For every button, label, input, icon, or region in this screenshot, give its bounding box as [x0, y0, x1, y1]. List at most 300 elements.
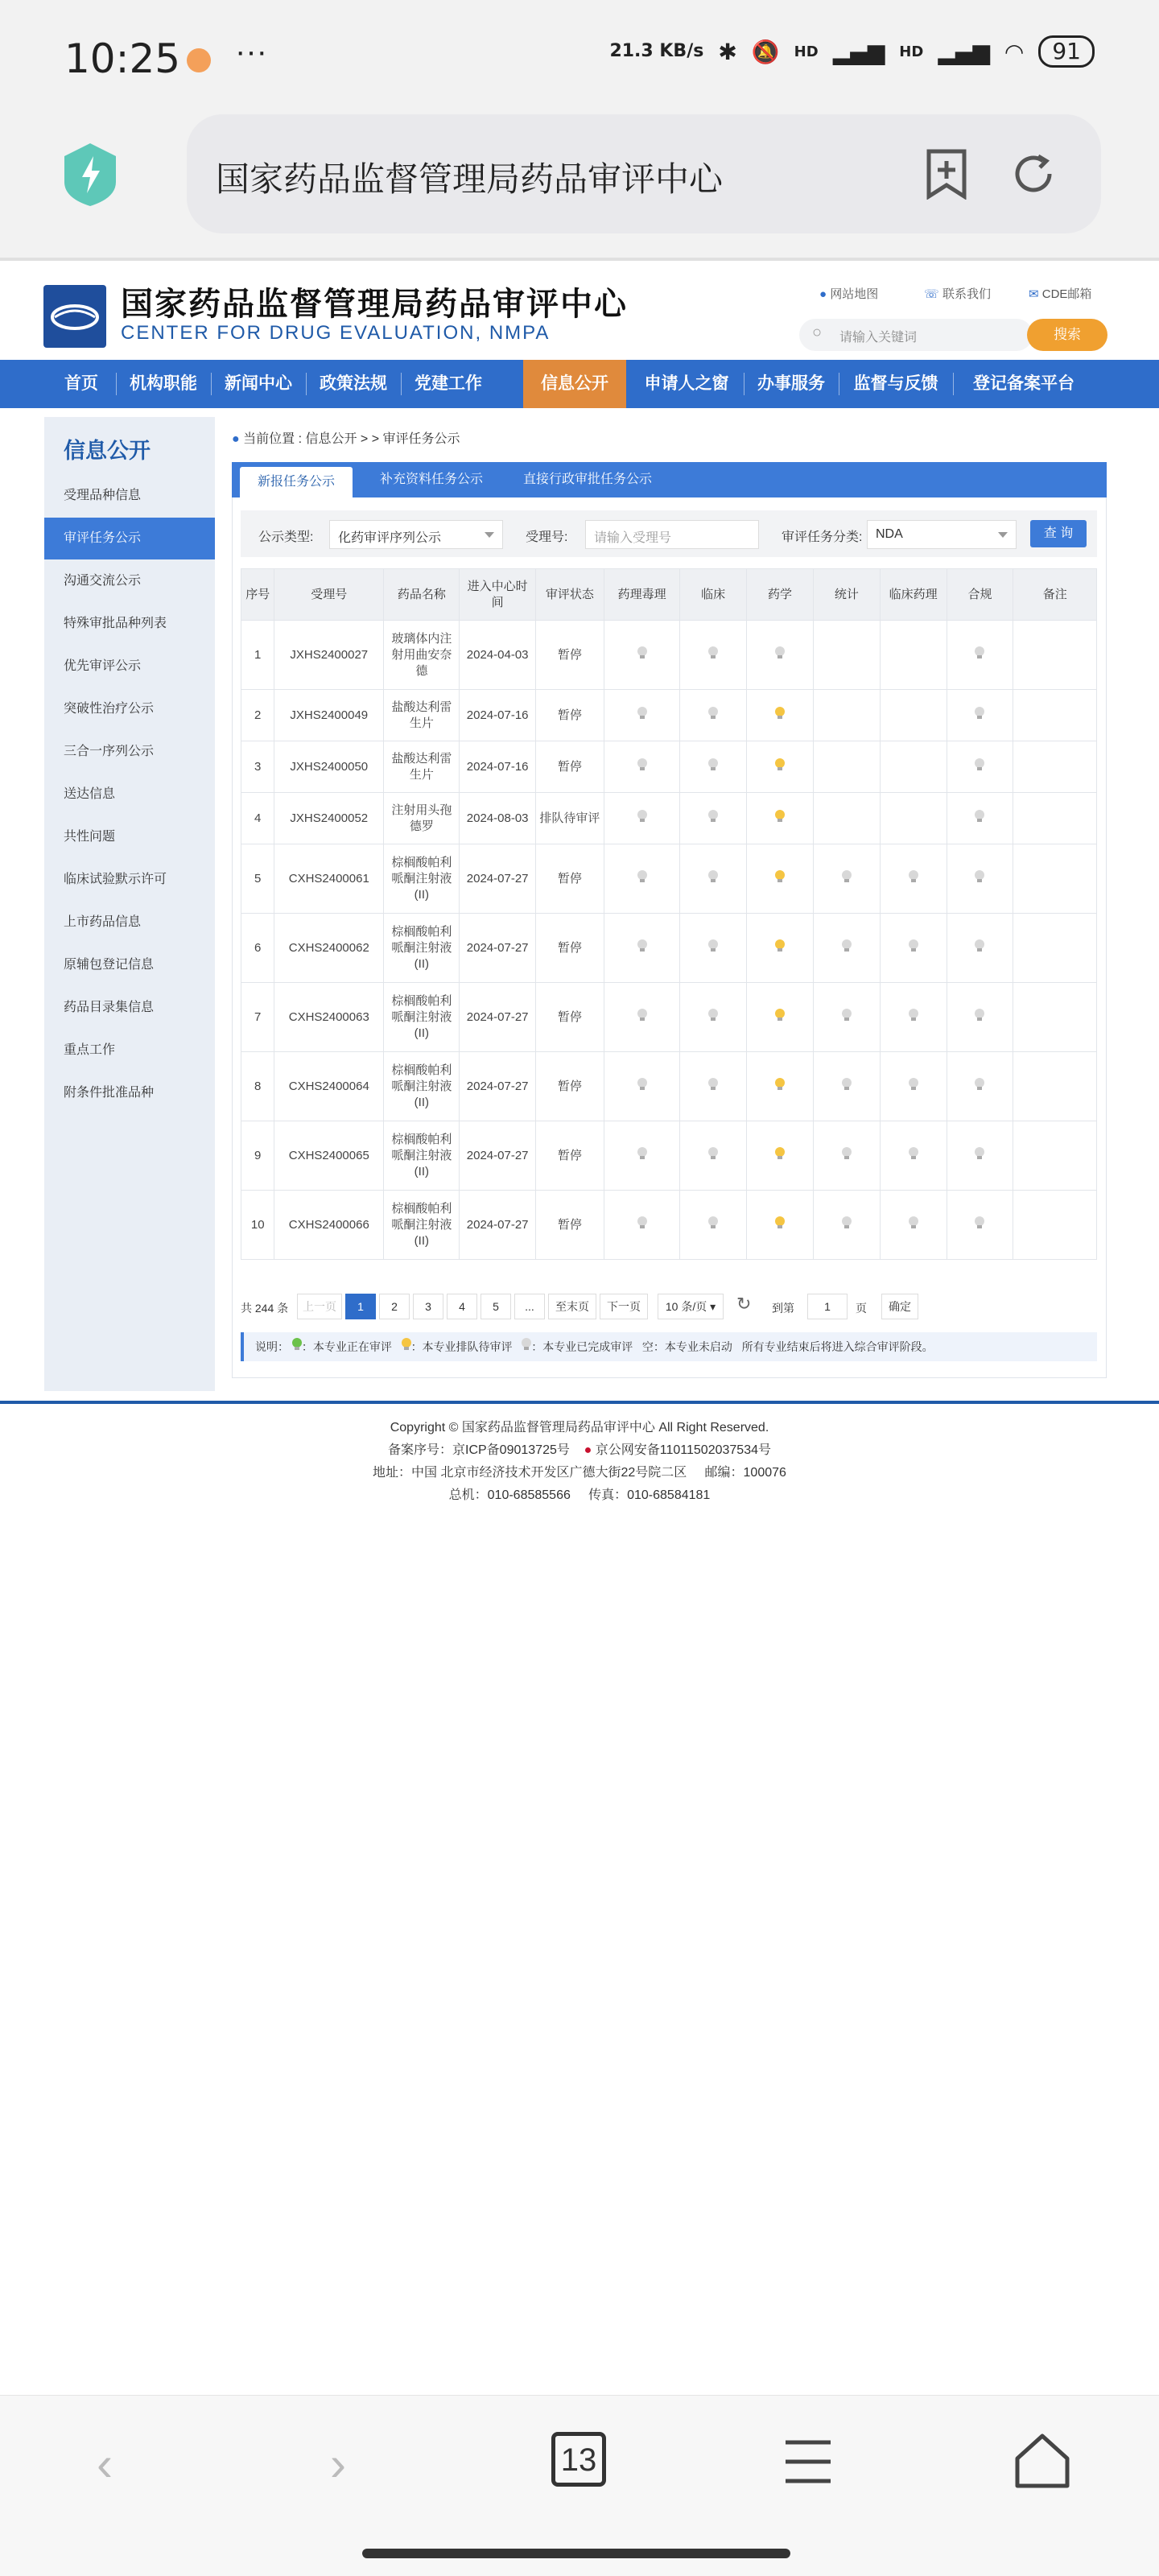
- remarks-cell: [1013, 844, 1097, 914]
- table-row: [241, 983, 1097, 1052]
- nav-info-public[interactable]: 信息公开: [523, 360, 626, 408]
- discipline-cell: [604, 741, 679, 793]
- bulb-gray-icon: [909, 870, 918, 883]
- table-row: [241, 793, 1097, 844]
- search-button[interactable]: 搜索: [1027, 319, 1107, 351]
- acceptance-number: JXHS2400052: [274, 793, 384, 844]
- review-status: 暂停: [535, 690, 604, 741]
- battery-indicator: 91: [1038, 35, 1095, 68]
- review-status: 暂停: [535, 621, 604, 690]
- breadcrumb-prefix: 当前位置 :: [243, 432, 306, 446]
- bulb-gray-icon: [637, 1009, 647, 1022]
- bulb-gray-icon: [842, 870, 852, 883]
- sitemap-link-label[interactable]: 网站地图: [830, 287, 879, 301]
- page-title-in-address-bar[interactable]: 国家药品监督管理局药品审评中心: [216, 160, 724, 198]
- review-status: 暂停: [535, 983, 604, 1052]
- legend-gray: ：本专业已完成审评: [531, 1340, 633, 1353]
- sidebar-item-key-work[interactable]: 重点工作: [64, 1043, 116, 1057]
- discipline-cell: [813, 983, 880, 1052]
- sidebar-item-delivery[interactable]: 送达信息: [64, 787, 116, 801]
- security-shield-icon[interactable]: [61, 142, 119, 208]
- breadcrumb-info-public[interactable]: 信息公开: [305, 432, 357, 446]
- review-status: 排队待审评: [535, 793, 604, 844]
- remarks-cell: [1013, 1052, 1097, 1121]
- legend-note: 所有专业结束后将进入综合审评阶段。: [741, 1340, 934, 1353]
- discipline-cell: [813, 914, 880, 983]
- police-badge-icon: ●: [584, 1443, 592, 1457]
- discipline-cell: [604, 621, 679, 690]
- footer-police[interactable]: 京公网安备11011502037534号: [595, 1443, 771, 1457]
- bulb-gray-icon: [708, 1216, 718, 1229]
- drug-name: 盐酸达利雷生片: [384, 741, 460, 793]
- drug-name: 棕榈酸帕利哌酮注射液(II): [384, 1121, 460, 1191]
- sidebar-item-marketed-drugs[interactable]: 上市药品信息: [64, 915, 142, 929]
- bulb-gray-icon: [775, 646, 785, 659]
- breadcrumb-separator: > >: [357, 432, 383, 446]
- column-header: 合规: [947, 569, 1013, 621]
- review-status: 暂停: [535, 1121, 604, 1191]
- discipline-cell: [604, 690, 679, 741]
- column-header: 统计: [813, 569, 880, 621]
- hd-label-1: HD: [794, 43, 819, 60]
- page-4-button[interactable]: 4: [447, 1294, 477, 1319]
- entry-date: 2024-04-03: [460, 621, 535, 690]
- discipline-cell: [947, 690, 1013, 741]
- status-indicators: [609, 35, 1095, 68]
- footer-address-line: [0, 1462, 1159, 1480]
- bulb-gray-icon: [909, 1216, 918, 1229]
- status-time: 10:25: [64, 35, 181, 82]
- bulb-yellow-icon: [775, 758, 785, 771]
- footer-phone: 总机：010-68585566: [448, 1488, 571, 1502]
- discipline-cell: [947, 793, 1013, 844]
- bulb-gray-icon: [522, 1338, 531, 1351]
- acceptance-input[interactable]: 请输入受理号: [585, 520, 759, 549]
- signal-icon-1: ▂▄▆: [832, 38, 885, 65]
- page-5-button[interactable]: 5: [481, 1294, 511, 1319]
- mail-icon: ✉: [1029, 287, 1039, 301]
- review-status: 暂停: [535, 1052, 604, 1121]
- discipline-cell: [947, 983, 1013, 1052]
- discipline-cell: [747, 793, 814, 844]
- mail-link-label[interactable]: CDE邮箱: [1041, 287, 1092, 301]
- signal-icon-2: ▂▄▆: [938, 38, 990, 65]
- column-header: 临床: [680, 569, 747, 621]
- discipline-cell: [747, 741, 814, 793]
- row-number: 5: [241, 844, 274, 914]
- tab-new-tasks[interactable]: 新报任务公示: [240, 467, 353, 497]
- acceptance-number: CXHS2400062: [274, 914, 384, 983]
- tab-supplement-tasks[interactable]: 补充资料任务公示: [380, 473, 484, 486]
- search-icon: ○: [812, 324, 823, 341]
- goto-confirm-button[interactable]: 确定: [881, 1294, 918, 1319]
- discipline-cell: [947, 621, 1013, 690]
- discipline-cell: [880, 914, 947, 983]
- bulb-gray-icon: [842, 1147, 852, 1160]
- bulb-gray-icon: [909, 1078, 918, 1091]
- column-header: 药品名称: [384, 569, 460, 621]
- discipline-cell: [813, 844, 880, 914]
- discipline-cell: [947, 1052, 1013, 1121]
- contact-link[interactable]: [924, 285, 991, 302]
- refresh-icon[interactable]: ↻: [736, 1294, 752, 1314]
- acceptance-number: JXHS2400050: [274, 741, 384, 793]
- footer-icp[interactable]: 备案序号：京ICP备09013725号: [388, 1443, 570, 1457]
- hd-label-2: HD: [899, 43, 924, 60]
- footer-postcode: 邮编：100076: [704, 1466, 786, 1480]
- bulb-gray-icon: [637, 707, 647, 720]
- discipline-cell: [747, 983, 814, 1052]
- last-page-button[interactable]: 至末页: [548, 1294, 596, 1319]
- discipline-cell: [680, 1052, 747, 1121]
- next-page-button[interactable]: 下一页: [600, 1294, 648, 1319]
- discipline-cell: [604, 914, 679, 983]
- bulb-gray-icon: [975, 870, 984, 883]
- bulb-gray-icon: [708, 810, 718, 823]
- bulb-gray-icon: [708, 758, 718, 771]
- table-row: [241, 741, 1097, 793]
- bulb-yellow-icon: [402, 1338, 411, 1351]
- bulb-gray-icon: [909, 939, 918, 952]
- bulb-yellow-icon: [775, 1216, 785, 1229]
- bulb-gray-icon: [975, 810, 984, 823]
- site-search-input[interactable]: [799, 319, 1033, 351]
- category-select[interactable]: [867, 520, 1017, 549]
- remarks-cell: [1013, 793, 1097, 844]
- entry-date: 2024-07-27: [460, 983, 535, 1052]
- bulb-gray-icon: [842, 1078, 852, 1091]
- tab-bar: [232, 462, 1107, 497]
- page-unit-label: 页: [856, 1302, 867, 1315]
- column-header: 临床药理: [880, 569, 947, 621]
- sidebar: [44, 417, 215, 1391]
- bulb-yellow-icon: [775, 939, 785, 952]
- nav-news[interactable]: 新闻中心: [225, 374, 292, 393]
- back-icon[interactable]: ‹: [97, 2437, 113, 2491]
- discipline-cell: [604, 793, 679, 844]
- nav-divider: [306, 373, 307, 395]
- site-header: [0, 258, 1159, 358]
- bulb-gray-icon: [637, 646, 647, 659]
- entry-date: 2024-07-16: [460, 690, 535, 741]
- status-bar: [0, 0, 1159, 105]
- mail-link[interactable]: [1029, 285, 1091, 302]
- column-header: 审评状态: [535, 569, 604, 621]
- bulb-gray-icon: [637, 1078, 647, 1091]
- discipline-cell: [680, 690, 747, 741]
- bulb-yellow-icon: [775, 810, 785, 823]
- discipline-cell: [680, 914, 747, 983]
- query-button[interactable]: 查 询: [1030, 520, 1087, 547]
- column-header: 药理毒理: [604, 569, 679, 621]
- discipline-cell: [880, 621, 947, 690]
- sidebar-item-breakthrough[interactable]: 突破性治疗公示: [64, 702, 155, 716]
- drug-name: 注射用头孢德罗: [384, 793, 460, 844]
- page-1-button[interactable]: 1: [345, 1294, 376, 1319]
- per-page-select[interactable]: 10 条/页 ▾: [658, 1294, 724, 1319]
- discipline-cell: [813, 1191, 880, 1260]
- acceptance-label: 受理号:: [526, 530, 568, 544]
- category-label: 审评任务分类:: [782, 530, 863, 544]
- mute-icon: 🔕: [751, 38, 780, 65]
- legend-empty: 空：本专业未启动: [641, 1340, 732, 1353]
- discipline-cell: [604, 1052, 679, 1121]
- review-status: 暂停: [535, 914, 604, 983]
- bulb-gray-icon: [708, 939, 718, 952]
- discipline-cell: [947, 914, 1013, 983]
- home-icon[interactable]: [1013, 2431, 1072, 2491]
- table-row: [241, 844, 1097, 914]
- drug-name: 棕榈酸帕利哌酮注射液(II): [384, 1052, 460, 1121]
- sidebar-item-conditional[interactable]: 附条件批准品种: [64, 1086, 155, 1100]
- bulb-gray-icon: [975, 1216, 984, 1229]
- acceptance-number: CXHS2400063: [274, 983, 384, 1052]
- sidebar-title: 信息公开: [64, 439, 151, 463]
- acceptance-number: JXHS2400049: [274, 690, 384, 741]
- sidebar-item-three-in-one[interactable]: 三合一序列公示: [64, 745, 155, 758]
- table-row: [241, 1191, 1097, 1260]
- bulb-gray-icon: [637, 870, 647, 883]
- drug-name: 盐酸达利雷生片: [384, 690, 460, 741]
- column-header: 药学: [747, 569, 814, 621]
- table-row: [241, 1121, 1097, 1191]
- site-subtitle: CENTER FOR DRUG EVALUATION, NMPA: [121, 322, 551, 344]
- bulb-gray-icon: [975, 1078, 984, 1091]
- bulb-gray-icon: [637, 1147, 647, 1160]
- footer-fax: 传真：010-68584181: [588, 1488, 711, 1502]
- discipline-cell: [947, 1121, 1013, 1191]
- discipline-cell: [680, 1121, 747, 1191]
- drug-name: 玻璃体内注射用曲安奈德: [384, 621, 460, 690]
- row-number: 2: [241, 690, 274, 741]
- bulb-yellow-icon: [775, 1147, 785, 1160]
- bulb-gray-icon: [708, 1009, 718, 1022]
- bulb-gray-icon: [637, 1216, 647, 1229]
- bulb-gray-icon: [909, 1147, 918, 1160]
- type-select-value: 化药审评序列公示: [338, 531, 442, 545]
- bulb-green-icon: [292, 1338, 302, 1351]
- nav-applicant[interactable]: 申请人之窗: [644, 374, 729, 393]
- bulb-gray-icon: [975, 707, 984, 720]
- bookmark-add-icon[interactable]: [924, 148, 969, 200]
- browser-bottom-nav: [0, 2395, 1159, 2576]
- discipline-cell: [747, 690, 814, 741]
- bulb-gray-icon: [975, 1009, 984, 1022]
- row-number: 4: [241, 793, 274, 844]
- nav-services[interactable]: 办事服务: [757, 374, 825, 393]
- bulb-gray-icon: [975, 939, 984, 952]
- nav-party[interactable]: 党建工作: [415, 374, 482, 393]
- address-bar[interactable]: [187, 114, 1101, 233]
- nav-registration[interactable]: 登记备案平台: [973, 374, 1074, 393]
- acceptance-number: CXHS2400061: [274, 844, 384, 914]
- discipline-cell: [604, 1191, 679, 1260]
- more-notifications-icon: ···: [235, 34, 267, 69]
- sidebar-item-excipients[interactable]: 原辅包登记信息: [64, 958, 155, 972]
- sidebar-item-clinical-trial[interactable]: 临床试验默示许可: [64, 873, 167, 886]
- table-row: [241, 914, 1097, 983]
- discipline-cell: [947, 741, 1013, 793]
- nav-divider: [211, 373, 212, 395]
- chevron-down-icon: [485, 532, 494, 538]
- nav-divider: [953, 373, 954, 395]
- row-number: 7: [241, 983, 274, 1052]
- drug-name: 棕榈酸帕利哌酮注射液(II): [384, 983, 460, 1052]
- row-number: 3: [241, 741, 274, 793]
- pager-ellipsis: ...: [514, 1294, 545, 1319]
- sitemap-link[interactable]: [819, 285, 878, 302]
- legend-label: 说明：: [255, 1340, 289, 1353]
- discipline-cell: [680, 621, 747, 690]
- pagination: [241, 1290, 1097, 1319]
- discipline-cell: [880, 690, 947, 741]
- prev-page-button[interactable]: 上一页: [297, 1294, 342, 1319]
- discipline-cell: [604, 1121, 679, 1191]
- search-placeholder: 请输入关键词: [839, 331, 918, 345]
- entry-date: 2024-07-27: [460, 914, 535, 983]
- type-select[interactable]: [329, 520, 503, 549]
- discipline-cell: [747, 1052, 814, 1121]
- table-body: [241, 621, 1097, 1260]
- discipline-cell: [604, 983, 679, 1052]
- menu-icon[interactable]: [782, 2438, 834, 2486]
- sidebar-item-catalog[interactable]: 药品目录集信息: [64, 1001, 155, 1014]
- nav-divider: [401, 373, 402, 395]
- reload-icon[interactable]: [1009, 150, 1058, 198]
- bulb-yellow-icon: [775, 1078, 785, 1091]
- entry-date: 2024-07-27: [460, 1121, 535, 1191]
- bulb-gray-icon: [637, 810, 647, 823]
- remarks-cell: [1013, 690, 1097, 741]
- review-status: 暂停: [535, 1191, 604, 1260]
- remarks-cell: [1013, 983, 1097, 1052]
- bulb-gray-icon: [708, 1147, 718, 1160]
- nav-divider: [116, 373, 117, 395]
- filter-bar: [241, 510, 1097, 557]
- total-count: 共 244 条: [241, 1302, 289, 1315]
- forward-icon[interactable]: ›: [330, 2437, 346, 2491]
- discipline-cell: [880, 793, 947, 844]
- bulb-gray-icon: [708, 1078, 718, 1091]
- legend-yellow: ：本专业排队待审评: [410, 1340, 513, 1353]
- nav-policy[interactable]: 政策法规: [320, 374, 387, 393]
- discipline-cell: [747, 914, 814, 983]
- discipline-cell: [880, 741, 947, 793]
- wifi-icon: ◠: [1004, 38, 1025, 65]
- phone-icon: ☏: [924, 287, 939, 301]
- page-2-button[interactable]: 2: [379, 1294, 410, 1319]
- discipline-cell: [813, 793, 880, 844]
- tabs-button[interactable]: 13: [551, 2432, 606, 2487]
- bulb-gray-icon: [708, 870, 718, 883]
- table-row: [241, 690, 1097, 741]
- nav-home[interactable]: 首页: [64, 374, 98, 393]
- discipline-cell: [947, 1191, 1013, 1260]
- remarks-cell: [1013, 914, 1097, 983]
- breadcrumb-current: 审评任务公示: [382, 432, 460, 446]
- sidebar-item-accepted[interactable]: 受理品种信息: [64, 489, 142, 502]
- bulb-gray-icon: [637, 758, 647, 771]
- footer-contact-line: [0, 1484, 1159, 1503]
- entry-date: 2024-07-16: [460, 741, 535, 793]
- column-header: 受理号: [274, 569, 384, 621]
- main-nav: [0, 360, 1159, 408]
- type-label: 公示类型:: [258, 530, 314, 544]
- drug-name: 棕榈酸帕利哌酮注射液(II): [384, 914, 460, 983]
- sidebar-item-review-tasks[interactable]: 审评任务公示: [44, 518, 215, 559]
- tab-direct-approval-tasks[interactable]: 直接行政审批任务公示: [523, 473, 653, 486]
- discipline-cell: [947, 844, 1013, 914]
- per-page-value: 10 条/页: [665, 1300, 707, 1313]
- site-title[interactable]: 国家药品监督管理局药品审评中心: [121, 287, 628, 322]
- discipline-cell: [680, 741, 747, 793]
- entry-date: 2024-07-27: [460, 1191, 535, 1260]
- column-header: 序号: [241, 569, 274, 621]
- bulb-gray-icon: [842, 1216, 852, 1229]
- discipline-cell: [747, 844, 814, 914]
- acceptance-number: JXHS2400027: [274, 621, 384, 690]
- category-select-value: NDA: [876, 527, 903, 541]
- sidebar-item-common-issues[interactable]: 共性问题: [64, 830, 116, 844]
- legend: [241, 1332, 1097, 1361]
- discipline-cell: [880, 1191, 947, 1260]
- row-number: 9: [241, 1121, 274, 1191]
- bulb-yellow-icon: [775, 1009, 785, 1022]
- sidebar-item-priority[interactable]: 优先审评公示: [64, 659, 142, 673]
- acceptance-number: CXHS2400065: [274, 1121, 384, 1191]
- discipline-cell: [680, 1191, 747, 1260]
- footer-divider: [0, 1401, 1159, 1404]
- sidebar-item-special-approval[interactable]: 特殊审批品种列表: [64, 617, 167, 630]
- bulb-gray-icon: [975, 1147, 984, 1160]
- cde-logo-icon[interactable]: [43, 285, 106, 348]
- location-pin-icon: ●: [819, 287, 827, 301]
- sidebar-item-communication[interactable]: 沟通交流公示: [64, 574, 142, 588]
- nav-functions[interactable]: 机构职能: [130, 374, 197, 393]
- discipline-cell: [813, 1052, 880, 1121]
- bulb-gray-icon: [842, 939, 852, 952]
- contact-link-label[interactable]: 联系我们: [942, 287, 991, 301]
- goto-page-input[interactable]: 1: [807, 1294, 848, 1319]
- bulb-gray-icon: [975, 646, 984, 659]
- network-speed: 21.3 KB/s: [609, 41, 704, 61]
- remarks-cell: [1013, 621, 1097, 690]
- legend-green: ：本专业正在审评: [301, 1340, 392, 1353]
- entry-date: 2024-07-27: [460, 1052, 535, 1121]
- page-3-button[interactable]: 3: [413, 1294, 443, 1319]
- footer-address: 地址：中国 北京市经济技术开发区广德大街22号院二区: [373, 1466, 687, 1480]
- bulb-gray-icon: [708, 646, 718, 659]
- discipline-cell: [813, 621, 880, 690]
- discipline-cell: [747, 1121, 814, 1191]
- remarks-cell: [1013, 741, 1097, 793]
- nav-feedback[interactable]: 监督与反馈: [853, 374, 938, 393]
- table-header-row: [241, 569, 1097, 621]
- review-status: 暂停: [535, 844, 604, 914]
- table-row: [241, 621, 1097, 690]
- bulb-yellow-icon: [775, 870, 785, 883]
- breadcrumb: [232, 428, 460, 447]
- discipline-cell: [680, 793, 747, 844]
- footer-copyright: Copyright © 国家药品监督管理局药品审评中心 All Right Reserved.: [390, 1421, 769, 1435]
- column-header: 进入中心时间: [460, 569, 535, 621]
- discipline-cell: [880, 1052, 947, 1121]
- gesture-home-bar[interactable]: [362, 2549, 790, 2558]
- discipline-cell: [813, 690, 880, 741]
- chevron-down-icon: [998, 532, 1008, 538]
- main-content: [216, 417, 1125, 1391]
- bulb-gray-icon: [708, 707, 718, 720]
